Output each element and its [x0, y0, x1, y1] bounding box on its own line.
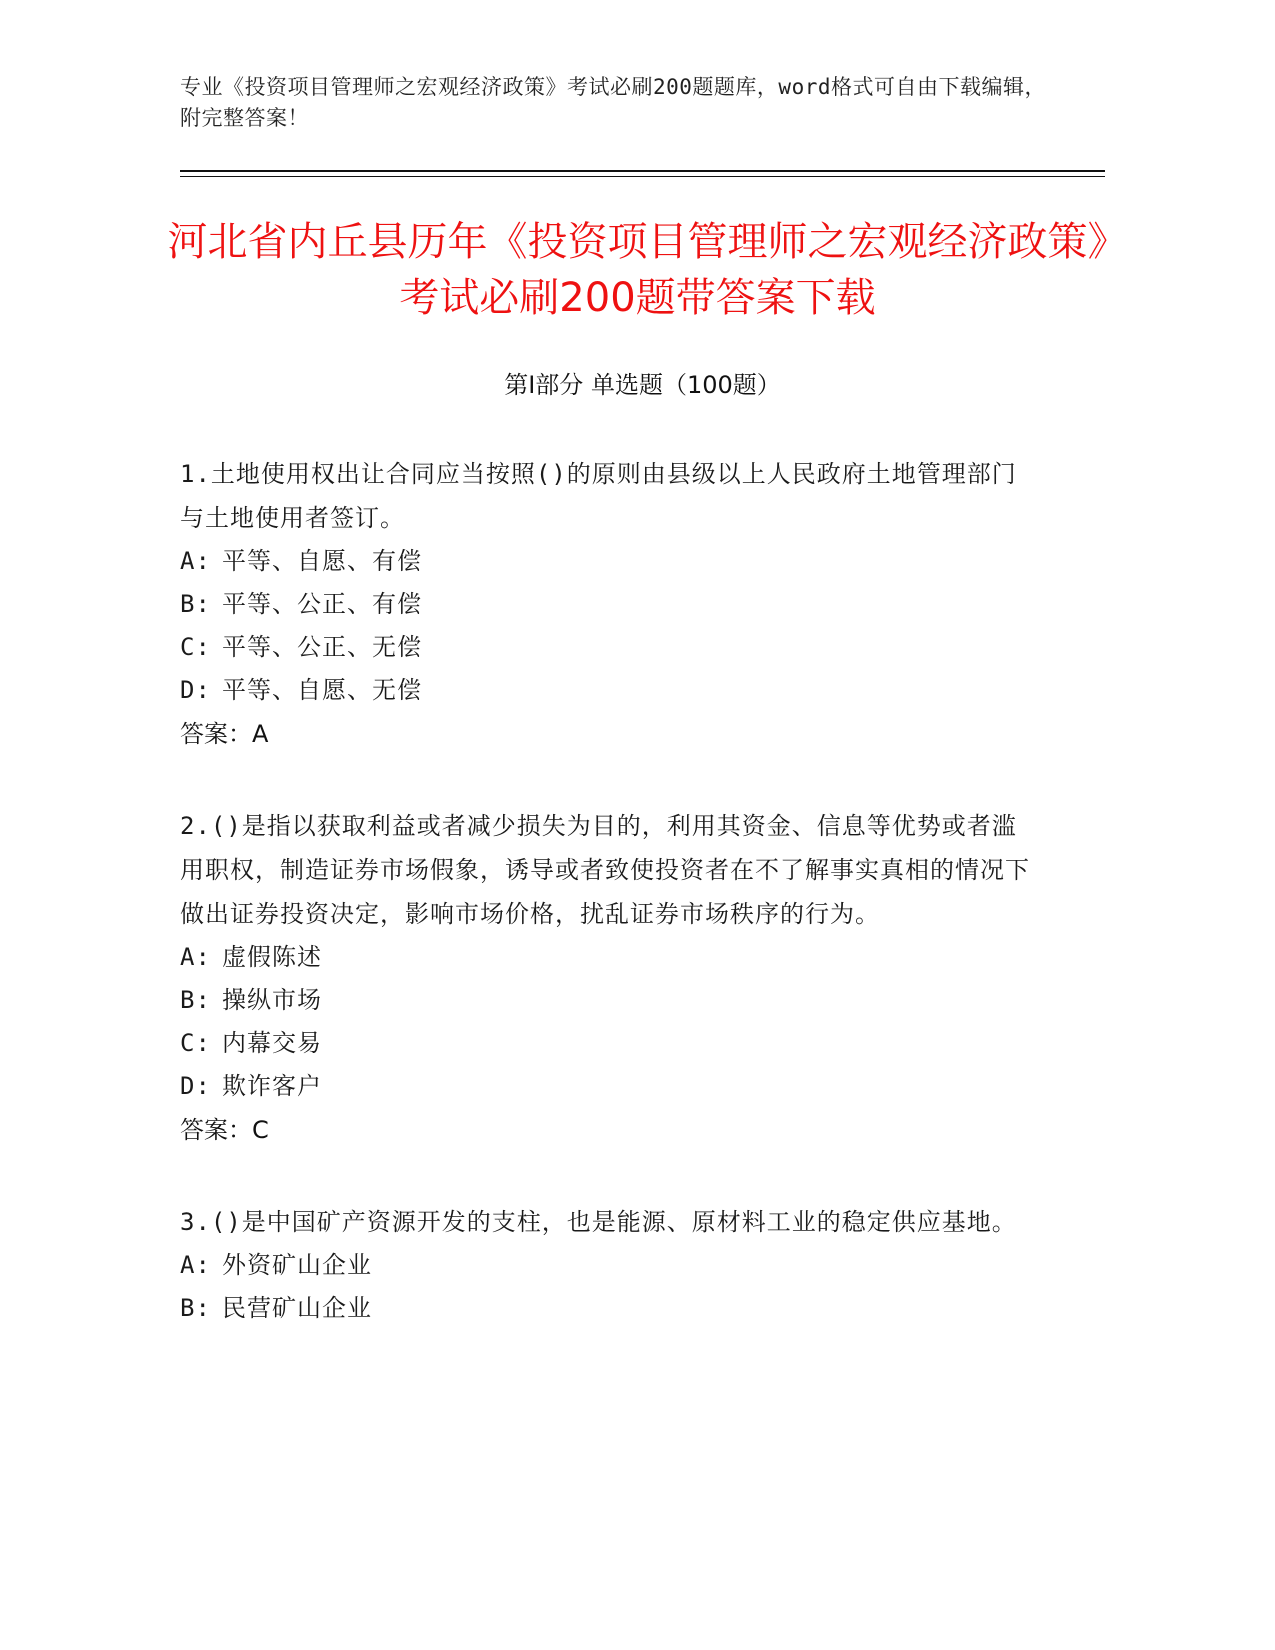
- question-text: 1.土地使用权出让合同应当按照()的原则由县级以上人民政府土地管理部门与土地使用者签订。: [180, 460, 1017, 532]
- option-text: 平等、公正、无偿: [222, 633, 422, 661]
- option-text: 平等、自愿、无偿: [222, 676, 422, 704]
- option-text: 民营矿山企业: [222, 1294, 372, 1322]
- option-item: [180, 583, 1030, 626]
- question-item: [180, 1200, 1030, 1330]
- option-item: [180, 626, 1030, 669]
- header-divider-thin: [180, 176, 1105, 177]
- option-item: [180, 669, 1030, 712]
- option-item: [180, 540, 1030, 583]
- option-item: [180, 1022, 1030, 1065]
- answer-line: 答案：C: [180, 1116, 269, 1144]
- option-key: A:: [180, 1251, 211, 1279]
- option-item: [180, 1287, 1030, 1330]
- option-key: B:: [180, 986, 211, 1014]
- header-note: 专业《投资项目管理师之宏观经济政策》考试必刷200题题库，word格式可自由下载编辑，附完整答案！: [180, 75, 1046, 130]
- option-key: C:: [180, 633, 211, 661]
- option-item: [180, 1065, 1030, 1108]
- section-heading: 第Ⅰ部分 单选题（100题）: [504, 371, 781, 399]
- option-item: [180, 936, 1030, 979]
- option-item: [180, 1244, 1030, 1287]
- option-key: B:: [180, 590, 211, 618]
- question-list: [180, 452, 1030, 1378]
- answer-line: 答案：A: [180, 720, 269, 748]
- option-text: 内幕交易: [222, 1029, 322, 1057]
- option-key: D:: [180, 1072, 211, 1100]
- option-text: 欺诈客户: [222, 1072, 322, 1100]
- question-text: 3.()是中国矿产资源开发的支柱，也是能源、原材料工业的稳定供应基地。: [180, 1208, 1017, 1236]
- option-text: 操纵市场: [222, 986, 322, 1014]
- document-title: 河北省内丘县历年《投资项目管理师之宏观经济政策》考试必刷200题带答案下载: [167, 219, 1108, 321]
- option-key: C:: [180, 1029, 211, 1057]
- option-key: D:: [180, 676, 211, 704]
- option-text: 外资矿山企业: [222, 1251, 372, 1279]
- option-text: 平等、自愿、有偿: [222, 547, 422, 575]
- option-key: A:: [180, 547, 211, 575]
- question-item: [180, 804, 1030, 1152]
- option-key: B:: [180, 1294, 211, 1322]
- header-divider-thick: [180, 170, 1105, 172]
- option-key: A:: [180, 943, 211, 971]
- option-item: [180, 979, 1030, 1022]
- option-text: 虚假陈述: [222, 943, 322, 971]
- option-text: 平等、公正、有偿: [222, 590, 422, 618]
- question-item: [180, 452, 1030, 756]
- question-text: 2.()是指以获取利益或者减少损失为目的，利用其资金、信息等优势或者滥用职权，制造证券市场假象，诱导或者致使投资者在不了解事实真相的情况下做出证券投资决定，影响市场价格，扰乱证券市场秩序的行为。: [180, 812, 1030, 928]
